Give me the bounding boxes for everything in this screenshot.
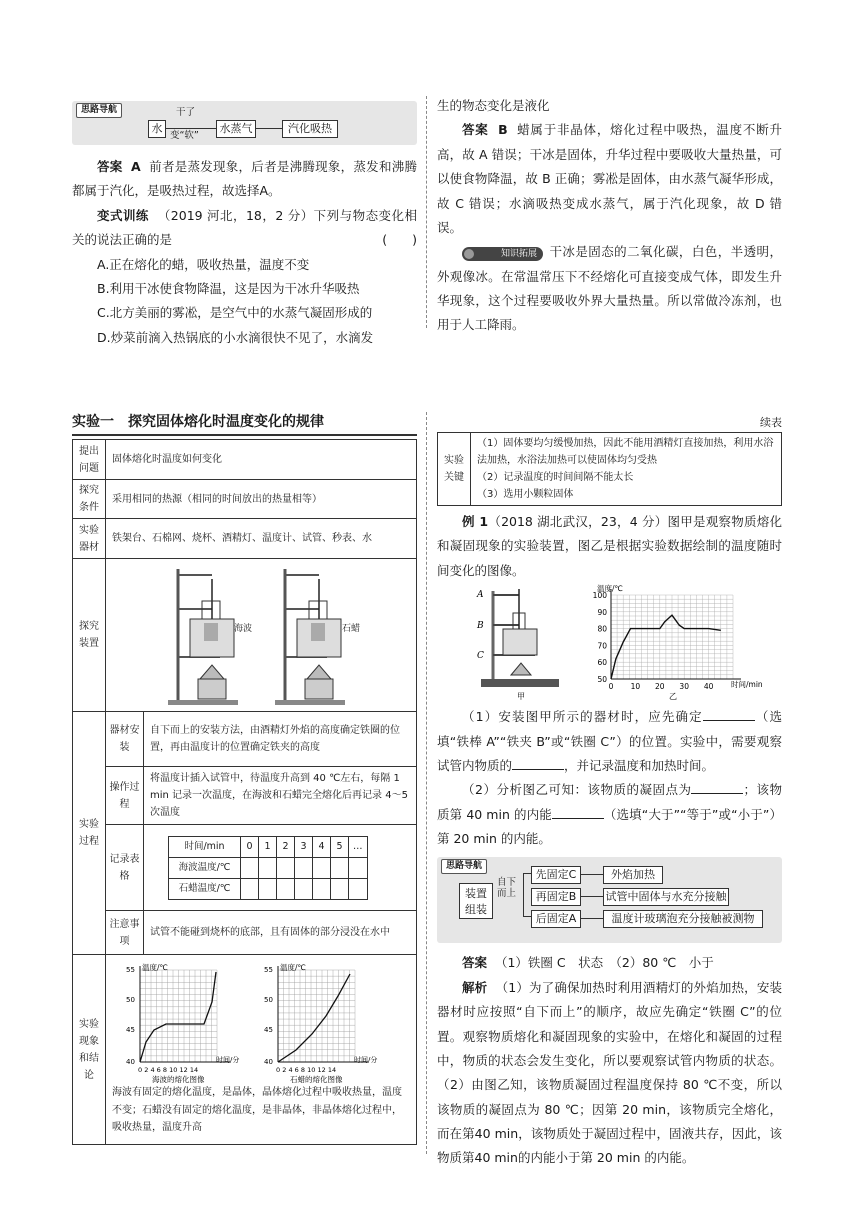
key-item: （1）固体要均匀缓慢加热，因此不能用酒精灯直接加热，利用水浴法加热，水浴法加热可以使固体均匀受热 — [477, 438, 774, 466]
operate-text: 将温度计插入试管中，待温度升高到 40 ℃左右，每隔 1 min 记录一次温度，在海波和石蜡完全熔化后再记录 4～5 次温度 — [144, 767, 417, 825]
graph-a-grid — [140, 966, 230, 1062]
answer2-text: （1）铁圈 C 状态 （2）80 ℃ 小于 — [494, 955, 714, 971]
record-table-cell — [144, 825, 417, 911]
fig-a-label-c: C — [477, 651, 484, 662]
melting-graphs — [112, 962, 402, 1084]
option-d-continued: 生的物态变化是液化 — [437, 98, 550, 113]
apparatus-a — [168, 569, 238, 705]
graph-a-curve — [140, 972, 216, 1062]
row-operate — [73, 767, 417, 825]
chart-grid — [611, 595, 733, 679]
answer-letter: A — [131, 159, 141, 174]
answer-label: 答案 — [462, 122, 489, 138]
nav2-result-3: 温度计玻璃泡充分接触被测物 — [603, 910, 763, 928]
q2-b: ；该物质第 40 min 的内能 — [437, 782, 782, 822]
device-label-b: 石蜡 — [342, 624, 361, 634]
graph-a-xlabel: 时间/分 — [216, 1056, 240, 1065]
nav2-arrow-3 — [581, 918, 603, 919]
record-header-cell: 1 — [259, 836, 277, 857]
chart-ytick-label: 100 — [592, 591, 607, 601]
answer-letter: B — [498, 122, 508, 138]
record-row-label: 海波温度/℃ — [169, 857, 241, 878]
row-device — [73, 559, 417, 712]
nav2-arrow-2 — [581, 896, 603, 897]
apparatus-illustration — [106, 561, 406, 709]
q1-b: （选填“铁棒 A”“铁夹 B”或“铁圈 C”）的位置。实验中，需要观察试管内物质的 — [437, 709, 782, 773]
answer-1 — [72, 155, 417, 204]
example-figures — [437, 583, 782, 701]
apparatus-b — [275, 569, 345, 705]
figure-a-apparatus — [475, 583, 565, 701]
nav2-result-1: 外焰加热 — [603, 866, 663, 884]
graph-b-caption: 石蜡的熔化图像 — [290, 1075, 343, 1085]
graph-a — [126, 962, 239, 1084]
condition-label: 探究条件 — [73, 480, 106, 519]
fig-b-caption: 乙 — [669, 692, 677, 702]
record-header-cell: 3 — [295, 836, 313, 857]
analysis — [437, 976, 782, 1171]
install-text: 自下而上的安装方法，由酒精灯外焰的高度确定铁圈的位置，再由温度计的位置确定铁夹的高度 — [144, 712, 417, 767]
variant-label: 变式训练 — [97, 207, 149, 223]
variant-question — [72, 204, 417, 253]
row-record — [73, 825, 417, 911]
fig-a-caption: 甲 — [517, 692, 525, 702]
device-label: 探究装置 — [73, 559, 106, 712]
graph-a-xticks: 0 2 4 6 8 10 12 14 — [138, 1066, 199, 1075]
answer-b — [437, 118, 782, 240]
answer-text: 蜡属于非晶体，熔化过程中吸热，温度不断升高，故 A 错误；干冰是固体，升华过程中要吸收大量热量，可以使食物降温，故 B 正确；雾凇是固体，由水蒸气凝华形成，故 C 错误；水滴吸热变成水蒸气，属于汽化现象，故 D 错误。 — [437, 122, 782, 235]
graph-b-ytick: 45 — [264, 1026, 273, 1035]
chart-xlabel: 时间/min — [731, 680, 763, 690]
graph-a-caption: 海波的熔化图像 — [152, 1075, 205, 1085]
key-label: 实验关键 — [438, 433, 471, 506]
flow-box-vapor: 水蒸气 — [216, 120, 256, 138]
record-row-shila — [169, 878, 368, 899]
experiment-title: 实验一 探究固体熔化时温度变化的规律 — [72, 410, 417, 436]
graph-b-ytick: 40 — [264, 1058, 273, 1067]
chart-ytick-label: 70 — [597, 641, 607, 651]
record-header-cell: 时间/min — [169, 836, 241, 857]
analysis-text: （1）为了确保加热时利用酒精灯的外焰加热，安装器材时应按照“自下而上”的顺序，故应先确定“铁圈 C”的位置。观察物质熔化和凝固现象的实验中，在熔化和凝固的过程中，物质的状态会发生变化，所以要观察试管内物质的状态。（2）由图乙知，该物质凝固过程温度保持 80 ℃不变，所以该物质的凝固点为 80 ℃；因第 20 min，该物质完全熔化，而在第40 min，该物质处于凝固过程中，固液共存，因此，该物质第40 min的内能小于第 20 min 的内能。 — [437, 979, 782, 1166]
question-1 — [437, 705, 782, 778]
graph-b-grid — [278, 966, 368, 1062]
record-header-cell: 4 — [313, 836, 331, 857]
answer-2 — [437, 951, 782, 975]
example-source: （2018 湖北武汉，23，4 分） — [488, 514, 668, 529]
row-equipment — [73, 519, 417, 559]
graph-a-ytick: 55 — [126, 966, 135, 975]
equipment-text: 铁架台、石棉网、烧杯、酒精灯、温度计、试管、秒表、水 — [106, 519, 417, 559]
flow-box-water: 水 — [148, 120, 166, 138]
chart-ytick-label: 50 — [597, 675, 607, 685]
chart-xtick-label: 10 — [630, 682, 641, 692]
operate-label: 操作过程 — [106, 767, 144, 825]
answer-text: 前者是蒸发现象，后者是沸腾现象，蒸发和沸腾都属于汽化，是吸热过程，故选择A。 — [72, 159, 417, 199]
example-text: 图甲是观察物质熔化和凝固现象的实验装置，图乙是根据实验数据绘制的温度随时间变化的图像。 — [437, 514, 782, 578]
conclusion-text: 海波有固定的熔化温度，是晶体，晶体熔化过程中吸收热量，温度不变；石蜡没有固定的熔化温度，是非晶体，非晶体熔化过程中，吸收热量，温度升高 — [112, 1087, 402, 1134]
q2-a: （2）分析图乙可知：该物质的凝固点为 — [462, 782, 692, 798]
answer2-label: 答案 — [462, 955, 488, 971]
device-label-a: 海波 — [234, 624, 253, 634]
device-illustration-cell — [106, 559, 417, 712]
nav2-result-2: 试管中固体与水充分接触 — [603, 888, 729, 906]
condition-text: 采用相同的热源（相同的时间放出的热量相等） — [106, 480, 417, 519]
figure-b-chart — [577, 583, 787, 701]
option-d: D.炒菜前滴入热锅底的小水滴很快不见了，水滴发 — [97, 329, 374, 345]
chart-xtick-label: 20 — [655, 682, 665, 692]
top-right-column — [437, 94, 782, 338]
nav2-arrow-1 — [581, 874, 603, 875]
continued-label: 续表 — [760, 416, 782, 429]
chart-xtick-label: 0 — [608, 682, 614, 692]
analysis-label: 解析 — [462, 979, 488, 995]
record-table — [168, 836, 368, 900]
record-header-cell: 5 — [331, 836, 349, 857]
process-label: 实验过程 — [73, 712, 106, 955]
graph-b-ytick: 50 — [264, 996, 273, 1005]
answer-label: 答案 — [97, 159, 123, 174]
top-left-column — [72, 101, 417, 350]
thinking-nav-tag: 思路导航 — [76, 103, 122, 118]
graph-b-ylabel: 温度/℃ — [280, 963, 306, 973]
equipment-label: 实验器材 — [73, 519, 106, 559]
chart-xtick-label: 30 — [679, 682, 689, 692]
record-row-label: 石蜡温度/℃ — [169, 878, 241, 899]
chart-ylabel: 温度/℃ — [597, 584, 623, 594]
option-a: A.正在熔化的蜡，吸收热量，温度不变 — [97, 256, 310, 272]
flow-arrow-top: 干了 — [176, 107, 196, 118]
record-header-cell: … — [349, 836, 368, 857]
answer-blank-4[interactable] — [552, 805, 604, 819]
record-header-cell: 0 — [241, 836, 259, 857]
nav2-bracket — [523, 873, 531, 917]
chart-ytick-label: 80 — [597, 624, 607, 634]
example-label: 例 1 — [462, 514, 489, 529]
chart-ytick-label: 90 — [597, 607, 607, 617]
chart-ytick-label: 60 — [597, 658, 607, 668]
question-2 — [437, 778, 782, 851]
graph-a-ytick: 40 — [126, 1058, 135, 1067]
graph-a-ytick: 45 — [126, 1026, 135, 1035]
example-1-stem — [437, 510, 782, 583]
nav2-left-box: 装置组装 — [459, 883, 493, 919]
record-header-cell: 2 — [277, 836, 295, 857]
q2-c: （选填“大于”“等于”或“小于”）第 20 min 的内能。 — [437, 806, 782, 846]
option-c: C.北方美丽的雾凇，是空气中的水蒸气凝固形成的 — [97, 305, 373, 321]
answer-blank-1[interactable] — [703, 707, 755, 721]
flow-arrow-bottom: 变“软” — [170, 130, 199, 141]
record-row-haibo — [169, 857, 368, 878]
question-label: 提出问题 — [73, 440, 106, 480]
flow-arrow-1 — [166, 128, 216, 129]
row-condition — [73, 480, 417, 519]
thinking-nav-box — [72, 101, 417, 145]
variant-text: （2019 河北，18，2 分）下列与物态变化相关的说法正确的是 — [72, 207, 417, 248]
notice-text: 试管不能碰到烧杯的底部，且有固体的部分浸没在水中 — [144, 911, 417, 955]
row-install — [73, 712, 417, 767]
result-cell — [106, 955, 417, 1145]
graph-b-xlabel: 时间/分 — [354, 1056, 378, 1065]
result-label: 实验现象和结论 — [73, 955, 106, 1145]
key-items — [471, 433, 782, 506]
graph-a-ytick: 50 — [126, 996, 135, 1005]
chart-xtick-label: 40 — [703, 682, 714, 692]
answer-blank-3[interactable] — [691, 780, 743, 794]
flow-box-result: 汽化吸热 — [282, 120, 338, 138]
notice-label: 注意事项 — [106, 911, 144, 955]
continued-table — [437, 432, 782, 506]
answer-blank-2[interactable] — [512, 756, 564, 770]
record-label: 记录表格 — [106, 825, 144, 911]
graph-b-curve — [278, 974, 350, 1062]
nav2-step-3: 后固定A — [531, 910, 581, 928]
graph-a-ylabel: 温度/℃ — [142, 963, 168, 973]
row-question — [73, 440, 417, 480]
install-label: 器材安装 — [106, 712, 144, 767]
key-item: （2）记录温度的时间间隔不能太长 — [477, 472, 634, 483]
bottom-column-divider — [426, 412, 427, 1154]
variant-paren: ( ) — [382, 232, 417, 248]
nav2-step-1: 先固定C — [531, 866, 581, 884]
key-item: （3）选用小颗粒固体 — [477, 489, 574, 500]
nav2-step-2: 再固定B — [531, 888, 581, 906]
graph-b-xticks: 0 2 4 6 8 10 12 14 — [276, 1066, 337, 1075]
thinking-nav-box-2 — [437, 857, 782, 943]
row-key — [438, 433, 782, 506]
graph-b — [264, 962, 377, 1084]
graph-b-ytick: 55 — [264, 966, 273, 975]
flow-arrow-2 — [256, 128, 282, 129]
experiment-table — [72, 439, 417, 1145]
top-column-divider — [426, 96, 427, 328]
experiment-section — [72, 410, 417, 1145]
option-b: B.利用干冰使食物降温，这是因为干冰升华吸热 — [97, 280, 360, 296]
nav2-arrow-label: 自下而上 — [497, 877, 517, 900]
row-notice — [73, 911, 417, 955]
fig-a-label-b: B — [477, 621, 484, 632]
record-header — [169, 836, 368, 857]
knowledge-extension-text: 干冰是固态的二氧化碳，白色，半透明，外观像冰。在常温常压下不经熔化可直接变成气体，即发生升华现象，这个过程要吸收外界大量热量。所以常做冷冻剂，也用于人工降雨。 — [437, 244, 782, 333]
right-bottom-column — [437, 414, 782, 1171]
q1-a: （1）安装图甲所示的器材时，应先确定 — [462, 709, 703, 725]
fig-a-label-a: A — [477, 590, 484, 601]
knowledge-extension — [437, 240, 782, 338]
thinking-nav-tag-2: 思路导航 — [441, 859, 487, 874]
row-result — [73, 955, 417, 1145]
q1-c: ，并记录温度和加热时间。 — [564, 757, 715, 773]
question-text: 固体熔化时温度如何变化 — [106, 440, 417, 480]
knowledge-extension-badge: 知识拓展 — [462, 247, 543, 261]
